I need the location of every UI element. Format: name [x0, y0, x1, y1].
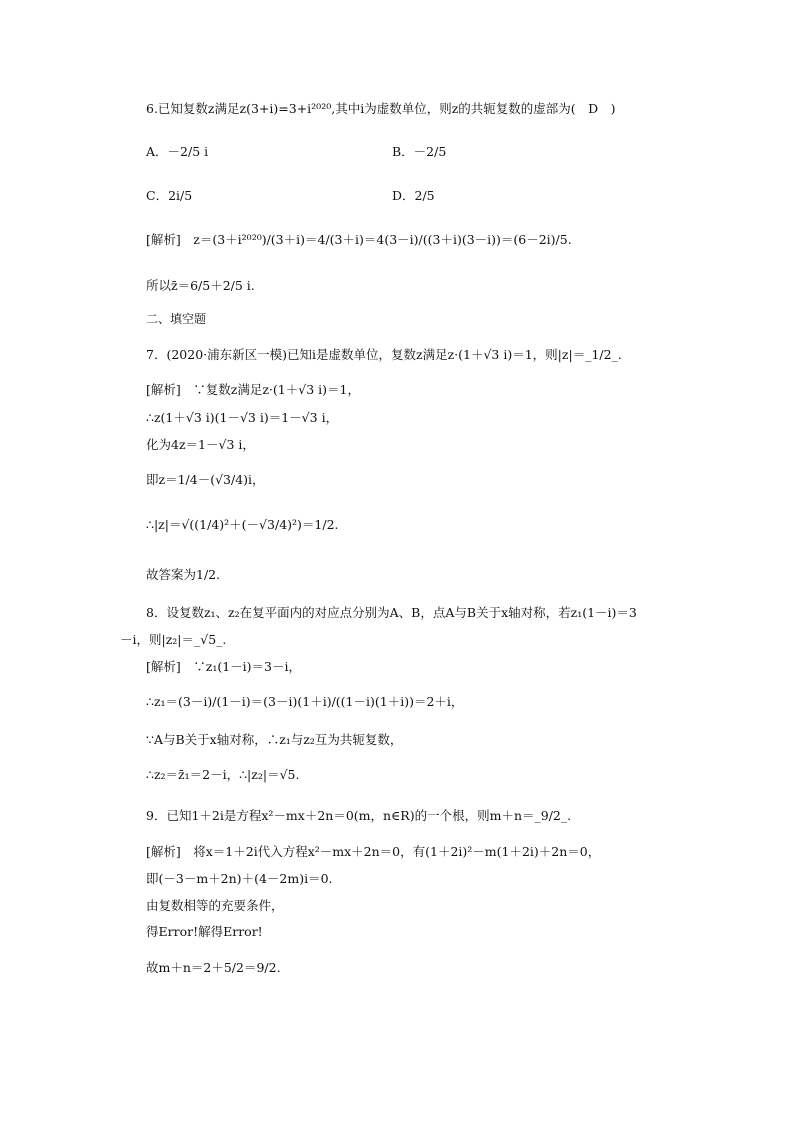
q6-solution-1: [解析] z＝(3＋i²⁰²⁰)/(3＋i)＝4/(3＋i)＝4(3－i)/((3＋i)(3－i))＝(6－2i)/5.	[146, 232, 572, 247]
q8-stem-1: 8．设复数z₁、z₂在复平面内的对应点分别为A、B，点A与B关于x轴对称，若z₁(1－i)＝3	[146, 605, 637, 620]
q6-option-b: B．－2/5	[392, 144, 447, 159]
q9-solution-2: 即(－3－m＋2n)＋(4－2m)i＝0.	[146, 871, 333, 886]
q6-option-a: A．－2/5 i	[146, 144, 209, 159]
q6-solution-2: 所以z̄＝6/5＋2/5 i.	[146, 278, 255, 293]
q9-stem: 9．已知1＋2i是方程x²－mx＋2n＝0(m，n∈R)的一个根，则m＋n＝_9/2_.	[146, 808, 572, 823]
q7-solution-2: ∴z(1＋√3 i)(1－√3 i)＝1－√3 i，	[146, 410, 339, 425]
q7-solution-5: ∴|z|＝√((1/4)²＋(－√3/4)²)＝1/2.	[146, 517, 339, 532]
q9-solution-5: 故m＋n＝2＋5/2＝9/2.	[146, 960, 281, 975]
q7-solution-3: 化为4z＝1－√3 i，	[146, 437, 255, 452]
q8-solution-1: [解析] ∵z₁(1－i)＝3－i，	[146, 659, 302, 674]
section-heading: 二、填空题	[146, 312, 207, 326]
q8-stem-2: －i，则|z₂|＝_√5_.	[120, 632, 227, 647]
q8-solution-3: ∵A与B关于x轴对称，∴z₁与z₂互为共轭复数，	[146, 732, 403, 747]
q8-solution-2: ∴z₁＝(3－i)/(1－i)＝(3－i)(1＋i)/((1－i)(1＋i))＝2＋i，	[146, 694, 464, 709]
q6-option-d: D．2/5	[392, 188, 435, 203]
q7-solution-4: 即z＝1/4－(√3/4)i，	[146, 472, 265, 487]
q7-stem: 7．(2020·浦东新区一模)已知i是虚数单位，复数z满足z·(1＋√3 i)＝1，则|z|＝_1/2_.	[146, 347, 622, 362]
q6-stem: 6.已知复数z满足z(3+i)=3+i²⁰²⁰,其中i为虚数单位，则z的共轭复数的虚部为( D )	[146, 101, 616, 116]
q9-solution-4: 得Error!解得Error!	[146, 924, 263, 939]
q6-option-c: C．2i/5	[146, 188, 193, 203]
q9-solution-3: 由复数相等的充要条件，	[146, 898, 284, 913]
q9-solution-1: [解析] 将x＝1＋2i代入方程x²－mx＋2n＝0，有(1＋2i)²－m(1＋2i)＋2n＝0，	[146, 844, 601, 859]
q8-solution-4: ∴z₂＝z̄₁＝2－i，∴|z₂|＝√5.	[146, 767, 300, 782]
q7-solution-6: 故答案为1/2.	[146, 567, 221, 582]
q7-solution-1: [解析] ∵复数z满足z·(1＋√3 i)＝1，	[146, 382, 360, 397]
